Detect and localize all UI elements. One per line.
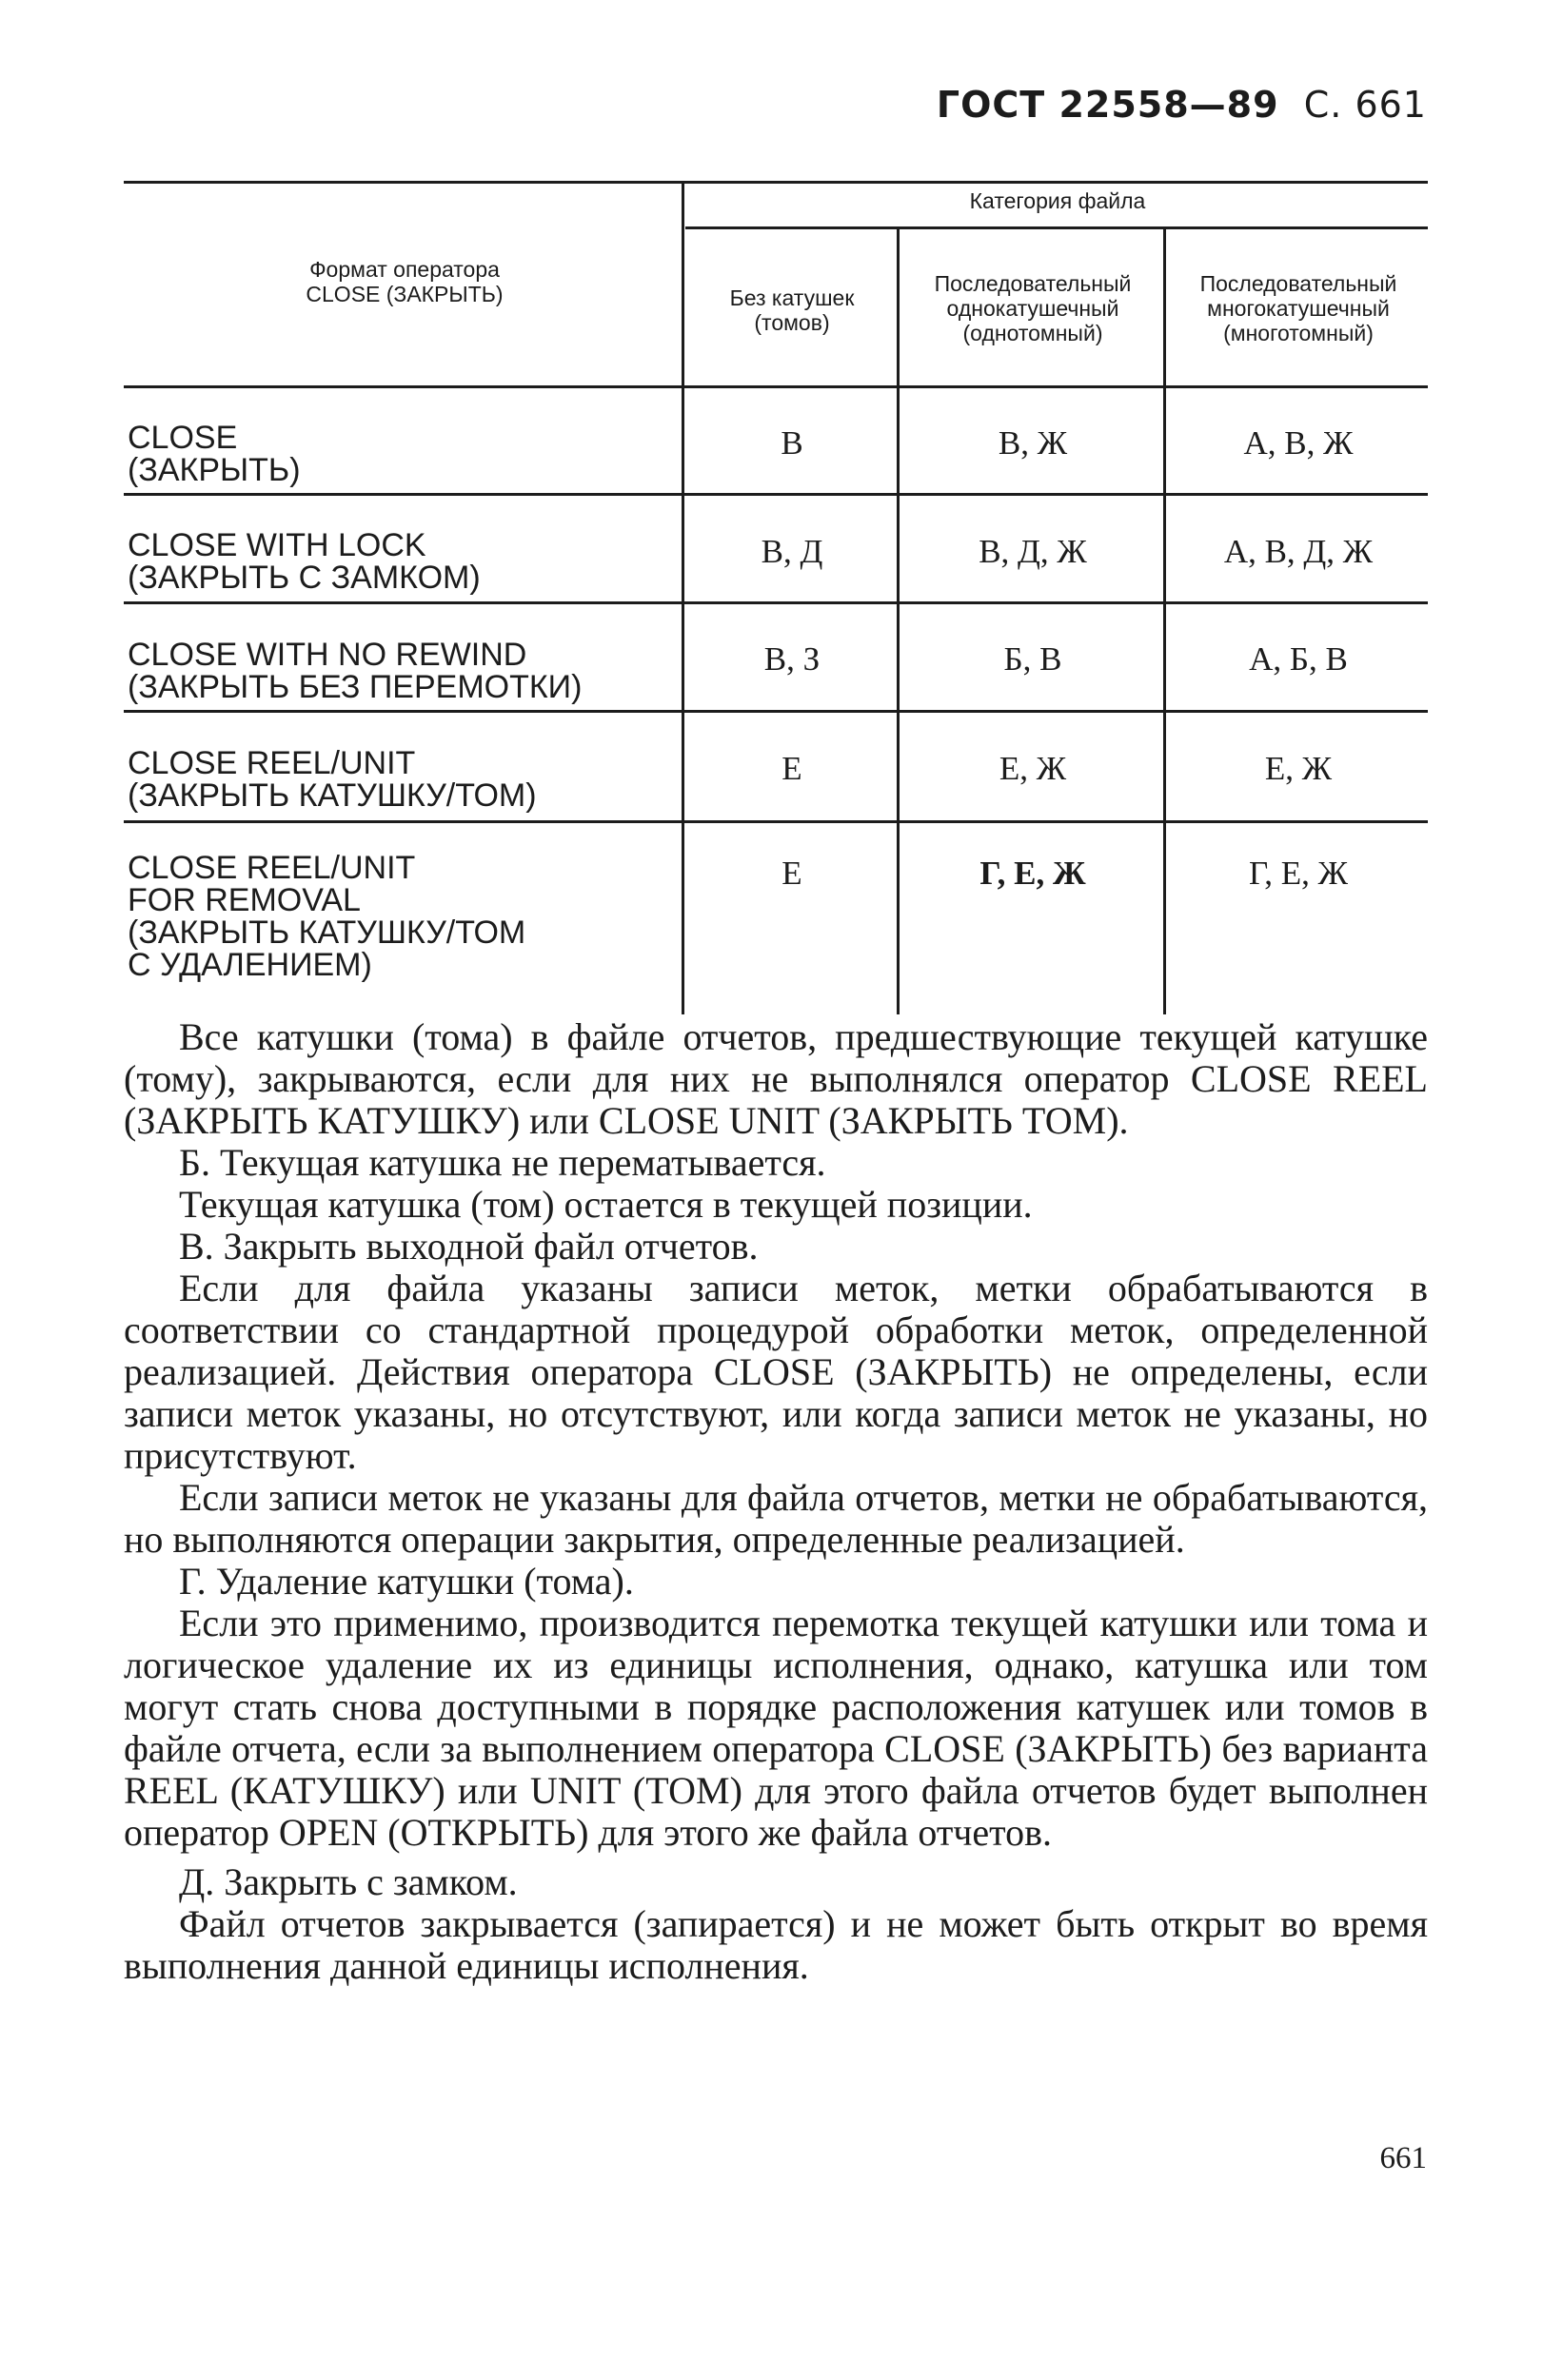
row-label-close-no-rewind: CLOSE WITH NO REWIND (ЗАКРЫТЬ БЕЗ ПЕРЕМОТКИ) <box>128 637 583 705</box>
row4-no-reels: Е <box>781 750 802 787</box>
row4-multi-reel: Е, Ж <box>1264 750 1333 787</box>
table-top-rule <box>124 181 1428 184</box>
header-page-number: С. 661 <box>1303 84 1427 126</box>
col-rule-3 <box>1163 226 1166 1014</box>
row-rule-3 <box>124 710 1428 713</box>
row3-multi-reel: А, Б, В <box>1249 640 1348 678</box>
row-label-close-reel-unit-removal: CLOSE REEL/UNIT FOR REMOVAL (ЗАКРЫТЬ КАТУШКУ/ТОМ С УДАЛЕНИЕМ) <box>128 850 526 983</box>
row1-no-reels: В <box>781 424 803 462</box>
group-header-rule <box>685 226 1428 229</box>
row2-multi-reel: А, В, Д, Ж <box>1223 533 1374 570</box>
page-header <box>937 84 1427 126</box>
row3-single-reel: Б, В <box>1003 640 1062 678</box>
paragraph: Б. Текущая катушка не перематывается. <box>179 1141 826 1184</box>
col-format-header: Формат оператора CLOSE (ЗАКРЫТЬ) <box>306 257 504 306</box>
file-category-header: Категория файла <box>969 188 1146 213</box>
paragraph: В. Закрыть выходной файл отчетов. <box>179 1225 759 1268</box>
row5-multi-reel: Г, Е, Ж <box>1248 855 1349 892</box>
paragraph: Если это применимо, производится перемотка текущей катушки или тома и логическое удаление их из единицы исполнения, однако, катушка или том могут стать снова доступными в порядке расположения катушек или томов в файле отчета, если за выполнением оператора CLOSE (ЗАКРЫТЬ) без варианта REEL (КАТУШКУ) или UNIT (ТОМ) для этого файла отчетов будет выполнен оператор OPEN (ОТКРЫТЬ) для этого же файла отчетов. <box>124 1602 1428 1854</box>
col-multi-reel-header: Последовательный многокатушечный (многотомный) <box>1199 271 1397 345</box>
paragraph: Если записи меток не указаны для файла отчетов, метки не обрабатываются, но выполняются операции закрытия, определенные реализацией. <box>124 1476 1428 1561</box>
row1-single-reel: В, Ж <box>998 424 1068 462</box>
paragraph: Г. Удаление катушки (тома). <box>179 1560 634 1603</box>
row4-single-reel: Е, Ж <box>999 750 1067 787</box>
paragraph: Если для файла указаны записи меток, метки обрабатываются в соответствии со стандартной процедурой обработки меток, определенной реализацией. Действия оператора CLOSE (ЗАКРЫТЬ) не определены, если записи меток указаны, но отсутствуют, или когда записи меток не указаны, но присутствуют. <box>124 1267 1428 1477</box>
close-format-table <box>124 181 1428 1014</box>
col-single-reel-header: Последовательный однокатушечный (однотомный) <box>934 271 1132 345</box>
col-rule-1 <box>682 181 684 1014</box>
row5-no-reels: Е <box>781 855 802 892</box>
row-label-close: CLOSE (ЗАКРЫТЬ) <box>128 420 301 488</box>
col-rule-2 <box>897 226 900 1014</box>
paragraph: Файл отчетов закрывается (запирается) и не может быть открыт во время выполнения данной единицы исполнения. <box>124 1902 1428 1987</box>
col-no-reels-header: Без катушек (томов) <box>729 285 855 335</box>
paragraph: Д. Закрыть с замком. <box>179 1860 518 1903</box>
standard-number: ГОСТ 22558—89 <box>936 84 1279 126</box>
row2-no-reels: В, Д <box>761 533 823 570</box>
paragraph: Текущая катушка (том) остается в текущей позиции. <box>179 1183 1033 1226</box>
row-label-close-reel-unit: CLOSE REEL/UNIT (ЗАКРЫТЬ КАТУШКУ/ТОМ) <box>128 745 537 814</box>
row5-single-reel: Г, Е, Ж <box>979 855 1086 892</box>
row1-multi-reel: А, В, Ж <box>1243 424 1354 462</box>
row3-no-reels: В, З <box>763 640 821 678</box>
row-rule-1 <box>124 493 1428 496</box>
row2-single-reel: В, Д, Ж <box>979 533 1087 570</box>
row-rule-4 <box>124 820 1428 823</box>
row-label-close-with-lock: CLOSE WITH LOCK (ЗАКРЫТЬ С ЗАМКОМ) <box>128 527 481 596</box>
header-bottom-rule <box>124 385 1428 388</box>
paragraph: Все катушки (тома) в файле отчетов, предшествующие текущей катушке (тому), закрываются, если для них не выполнялся оператор CLOSE REEL (ЗАКРЫТЬ КАТУШКУ) или CLOSE UNIT (ЗАКРЫТЬ ТОМ). <box>124 1015 1428 1142</box>
body-text <box>124 1016 1428 1987</box>
row-rule-2 <box>124 601 1428 604</box>
footer-page-number: 661 <box>1379 2141 1427 2175</box>
